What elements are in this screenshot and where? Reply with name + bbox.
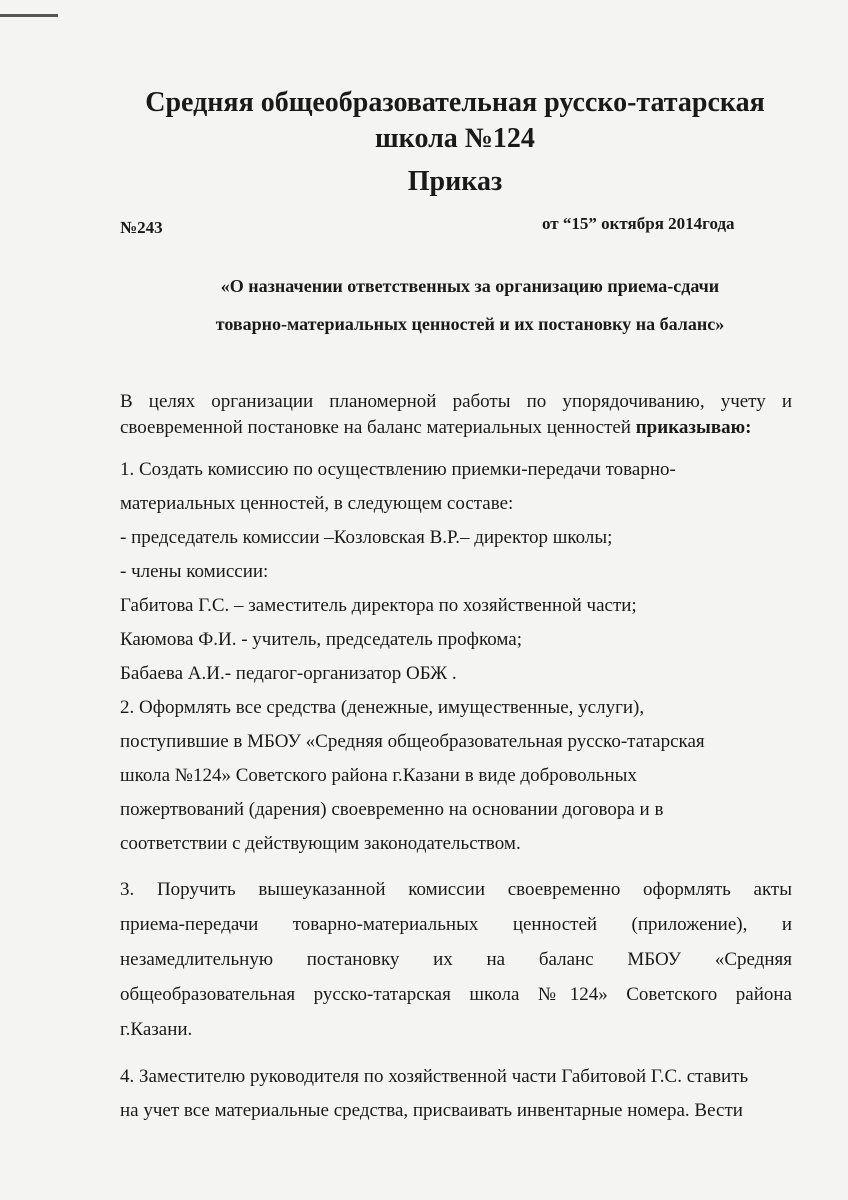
preamble-command: приказываю:: [635, 417, 752, 438]
preamble-line-2: [120, 418, 751, 439]
item4-line-1: 4. Заместителю руководителя по хозяйственной части Габитовой Г.С. ставить: [120, 1066, 749, 1087]
item3-line-1: 3. Поручить вышеуказанной комиссии своевременно оформлять акты: [120, 879, 792, 900]
item3-line-2: приема-передачи товарно-материальных ценностей (приложение), и: [120, 914, 792, 935]
subject-line-1: «О назначении ответственных за организацию приема-сдачи: [220, 276, 720, 296]
commission-members-label: - члены комиссии:: [120, 561, 269, 582]
commission-chair: - председатель комиссии –Козловская В.Р.– директор школы;: [120, 527, 613, 548]
subject-line-2: товарно-материальных ценностей и их постановку на баланс»: [215, 314, 725, 334]
item3-line-5: г.Казани.: [120, 1019, 193, 1040]
item2-line-2: поступившие в МБОУ «Средняя общеобразовательная русско-татарская: [120, 731, 705, 752]
item2-line-4: пожертвований (дарения) своевременно на основании договора и в: [120, 799, 664, 820]
commission-member-3: Бабаева А.И.- педагог-организатор ОБЖ .: [120, 663, 457, 684]
order-date: от “15” октября 2014года: [542, 214, 735, 233]
item3-line-3: незамедлительную постановку их на баланс МБОУ «Средняя: [120, 949, 792, 970]
item2-line-5: соответствии с действующим законодательством.: [120, 833, 521, 854]
preamble-line-1: В целях организации планомерной работы по упорядочиванию, учету и: [120, 391, 792, 412]
item1-line-1: 1. Создать комиссию по осуществлению приемки-передачи товарно-: [120, 459, 676, 480]
school-name-line-2: школа №124: [375, 123, 535, 154]
commission-member-1: Габитова Г.С. – заместитель директора по хозяйственной части;: [120, 595, 637, 616]
item1-line-2: материальных ценностей, в следующем составе:: [120, 493, 514, 514]
commission-member-2: Каюмова Ф.И. - учитель, председатель профкома;: [120, 629, 522, 650]
item3-line-4: общеобразовательная русско-татарская школа №124» Советского района: [120, 984, 792, 1005]
document-type-heading: Приказ: [407, 166, 503, 197]
order-number: №243: [120, 218, 163, 237]
preamble-text: своевременной постановке на баланс материальных ценностей: [120, 417, 636, 438]
item2-line-1: 2. Оформлять все средства (денежные, имущественные, услуги),: [120, 697, 645, 718]
item4-line-2: на учет все материальные средства, присваивать инвентарные номера. Вести: [120, 1100, 743, 1121]
scan-edge-mark: [0, 14, 58, 17]
item2-line-3: школа №124» Советского района г.Казани в виде добровольных: [120, 765, 637, 786]
school-name-line-1: Средняя общеобразовательная русско-татарская: [145, 87, 765, 118]
